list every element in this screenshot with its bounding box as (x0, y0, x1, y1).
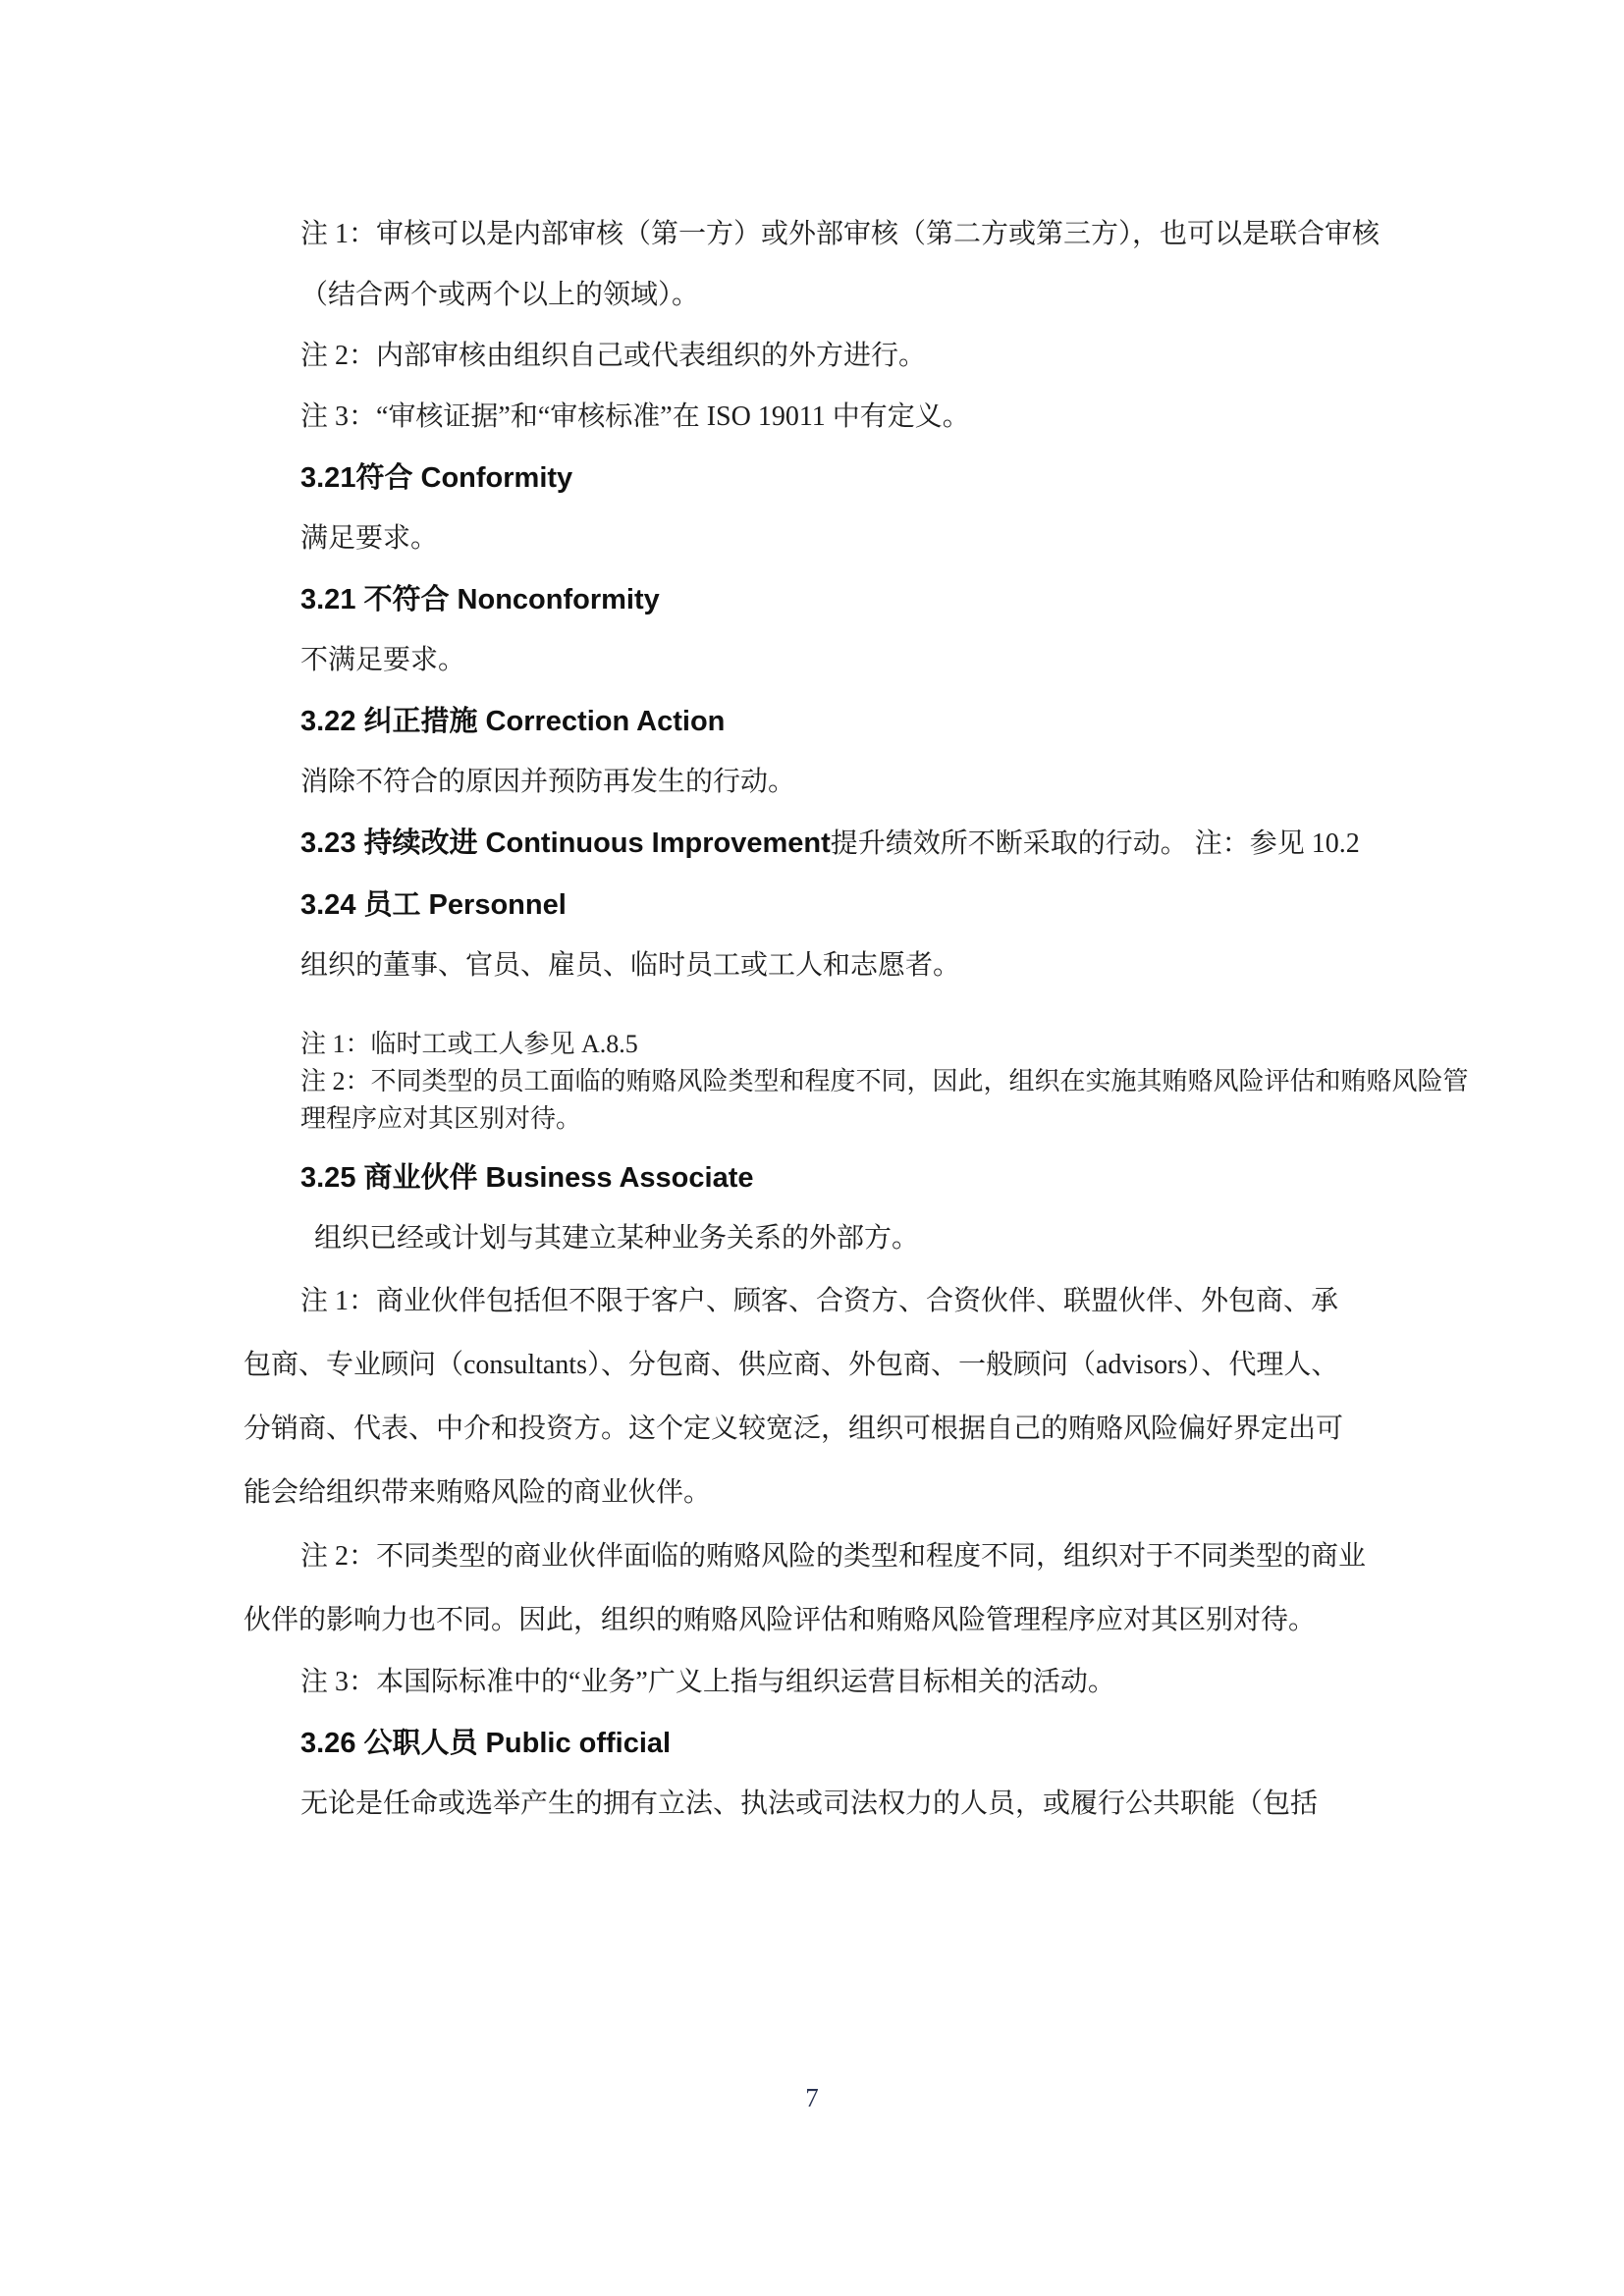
text-line: 注 2：不同类型的员工面临的贿赂风险类型和程度不同，因此，组织在实施其贿赂风险评估和贿赂风险管 (300, 1067, 1469, 1095)
section-heading: 3.21符合 Conformity (300, 462, 573, 494)
document-body (244, 204, 1469, 1835)
note-paragraph: 注 3：“审核证据”和“审核标准”在 ISO 19011 中有定义。 (300, 401, 970, 432)
body-text: 提升绩效所不断采取的行动。 注：参见 10.2 (830, 828, 1360, 859)
text-line: 包商、专业顾问（consultants）、分包商、供应商、外包商、一般顾问（advisors）、代理人、 (244, 1350, 1339, 1380)
body-paragraph: 消除不符合的原因并预防再发生的行动。 (300, 767, 796, 797)
note-paragraph (244, 1269, 1439, 1524)
section-heading (300, 813, 1439, 875)
note-paragraph (300, 1026, 1469, 1138)
body-paragraph: 不满足要求。 (300, 645, 466, 675)
body-paragraph: 无论是任命或选举产生的拥有立法、执法或司法权力的人员，或履行公共职能（包括 (300, 1789, 1319, 1819)
text-line: （结合两个或两个以上的领域）。 (300, 280, 700, 310)
note-paragraph (244, 1524, 1439, 1652)
body-paragraph: 组织已经或计划与其建立某种业务关系的外部方。 (314, 1223, 920, 1254)
text-line: 注 1：审核可以是内部审核（第一方）或外部审核（第二方或第三方），也可以是联合审核 (300, 219, 1380, 249)
text-line: 能会给组织带来贿赂风险的商业伙伴。 (244, 1477, 712, 1508)
section-heading: 3.24 员工 Personnel (300, 889, 567, 921)
text-line: 注 2：不同类型的商业伙伴面临的贿赂风险的类型和程度不同，组织对于不同类型的商业 (300, 1541, 1367, 1572)
heading-text: 3.23 持续改进 Continuous Improvement (300, 828, 831, 859)
text-line: 分销商、代表、中介和投资方。这个定义较宽泛，组织可根据自己的贿赂风险偏好界定出可 (244, 1414, 1344, 1444)
body-paragraph: 满足要求。 (300, 523, 439, 554)
text-line: 伙伴的影响力也不同。因此，组织的贿赂风险评估和贿赂风险管理程序应对其区别对待。 (244, 1605, 1317, 1635)
section-heading: 3.25 商业伙伴 Business Associate (300, 1162, 754, 1194)
section-heading: 3.22 纠正措施 Correction Action (300, 706, 726, 737)
section-heading: 3.21 不符合 Nonconformity (300, 584, 660, 615)
note-paragraph (300, 204, 1439, 326)
section-heading: 3.26 公职人员 Public official (300, 1728, 672, 1759)
note-paragraph: 注 3：本国际标准中的“业务”广义上指与组织运营目标相关的活动。 (300, 1667, 1115, 1697)
body-paragraph: 组织的董事、官员、雇员、临时员工或工人和志愿者。 (300, 950, 961, 981)
text-line: 理程序应对其区别对待。 (300, 1104, 582, 1133)
note-paragraph: 注 2：内部审核由组织自己或代表组织的外方进行。 (300, 341, 927, 371)
text-line: 注 1：商业伙伴包括但不限于客户、顾客、合资方、合资伙伴、联盟伙伴、外包商、承 (300, 1286, 1339, 1316)
text-line: 注 1：临时工或工人参见 A.8.5 (300, 1030, 638, 1058)
page-number: 7 (805, 2083, 819, 2112)
